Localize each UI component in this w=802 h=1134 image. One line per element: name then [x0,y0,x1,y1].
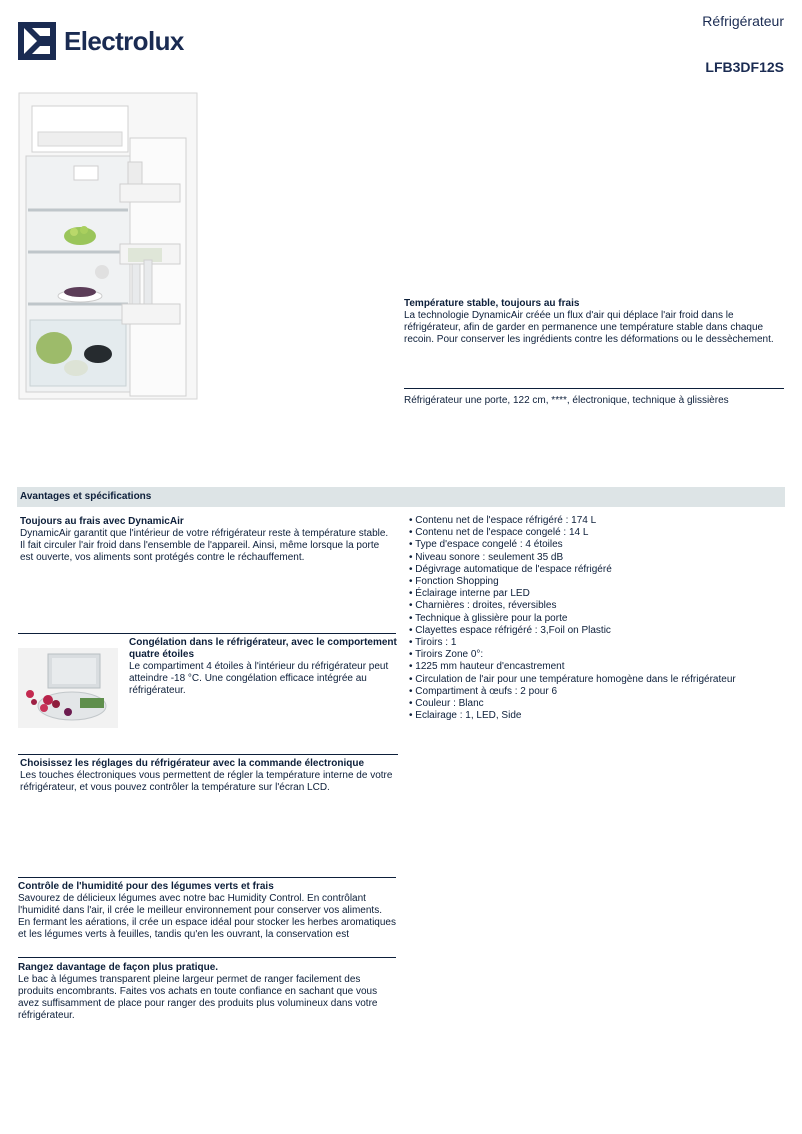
spec-item: • 1225 mm hauteur d'encastrement [409,661,565,673]
hero-text: La technologie DynamicAir créée un flux d'air qui déplace l'air froid dans le réfrigérateur, afin de garder en permanence une température stable dans chaque recoin. Pour conserver les ingrédients contre les déformations ou le dessèchement. [404,310,774,345]
feature-storage [18,962,396,1022]
model-number: LFB3DF12S [705,59,784,75]
hero-feature [404,298,774,346]
spec-item: • Clayettes espace réfrigéré : 3,Foil on Plastic [409,624,611,636]
feature-title: Toujours au frais avec DynamicAir [20,516,184,527]
divider [18,754,398,755]
spec-item: • Circulation de l'air pour une température homogène dans le réfrigérateur [409,673,736,685]
product-category: Réfrigérateur [702,13,784,29]
feature-congelation [129,637,397,697]
spec-item: • Contenu net de l'espace congelé : 14 L [409,527,589,539]
spec-item: • Éclairage interne par LED [409,588,530,600]
section-header [17,487,785,507]
divider [18,957,396,958]
spec-item: • Tiroirs : 1 [409,637,457,649]
feature-text: Les touches électroniques vous permettent de régler la température interne de votre réfrigérateur, et vous pouvez contrôler la température sur l'écran LCD. [20,770,393,793]
feature-text: Savourez de délicieux légumes avec notre bac Humidity Control. En contrôlant l'humidité dans l'air, il crée le meilleur environnement pour conserver vos aliments. En fermant les aérations, il crée un espace idéal pour stocker les herbes aromatiques et les légumes verts à feuilles, tandis qu'en les ouvrant, la conservation est [18,893,396,940]
feature-dynamicair [20,516,392,564]
hero-title: Température stable, toujours au frais [404,298,580,309]
brand-logo [18,22,188,60]
feature-text: Le bac à légumes transparent pleine largeur permet de ranger facilement des produits encombrants. Faites vos achats en toute confiance en sachant que vous avez suffisamment de place pour ranger des produits plus volumineux dans votre réfrigérateur. [18,974,378,1021]
spec-item: • Contenu net de l'espace réfrigéré : 174 L [409,515,597,526]
spec-item: • Couleur : Blanc [409,698,484,710]
electrolux-logo-icon [18,22,56,60]
section-title: Avantages et spécifications [20,491,152,502]
feature-title: Choisissez les réglages du réfrigérateur avec la commande électronique [20,758,365,769]
product-image [18,92,198,400]
brand-name: Electrolux [64,26,184,56]
divider [18,877,396,878]
feature-title: Contrôle de l'humidité pour des légumes verts et frais [18,881,274,892]
spec-item: • Dégivrage automatique de l'espace réfrigéré [409,563,612,575]
congelation-image [18,648,118,728]
spec-item: • Technique à glissière pour la porte [409,612,568,624]
spec-item: • Compartiment à œufs : 2 pour 6 [409,685,558,697]
feature-text: DynamicAir garantit que l'intérieur de votre réfrigérateur reste à température stable. Il fait circuler l'air froid dans l'ensemble de l'appareil. Ainsi, même lorsque la porte est ouverte, vos aliments sont protégés contre le réchauffement. [20,528,389,563]
spec-item: • Charnières : droites, réversibles [409,600,557,612]
feature-electronic-control [20,758,398,794]
product-summary: Réfrigérateur une porte, 122 cm, ****, électronique, technique à glissières [404,395,729,406]
divider [18,633,396,634]
spec-item: • Niveau sonore : seulement 35 dB [409,551,564,563]
feature-humidity-control [18,881,396,941]
feature-text: Le compartiment 4 étoiles à l'intérieur du réfrigérateur peut atteindre -18 °C. Une congélation efficace intégrée au réfrigérateur. [129,661,389,696]
feature-title: Rangez davantage de façon plus pratique. [18,962,219,973]
spec-item: • Tiroirs Zone 0°: [409,649,484,661]
spec-item: • Type d'espace congelé : 4 étoiles [409,539,563,551]
feature-title: Congélation dans le réfrigérateur, avec le comportement quatre étoiles [129,637,397,660]
spec-item: • Fonction Shopping [409,576,499,588]
spec-item: • Eclairage : 1, LED, Side [409,710,522,722]
divider [404,388,784,389]
spec-list [409,515,789,722]
